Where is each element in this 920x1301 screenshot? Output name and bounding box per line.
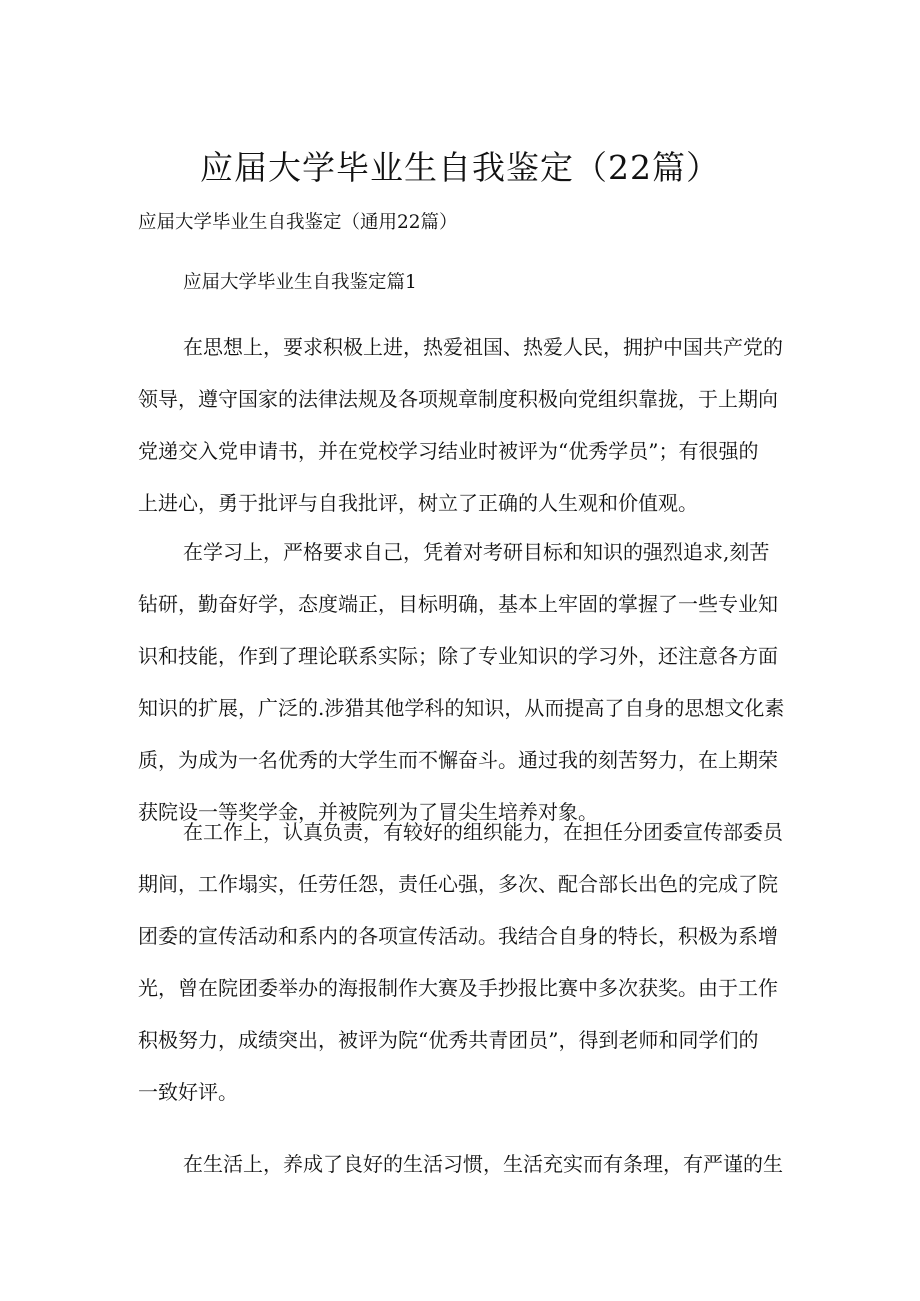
paragraph-line: 知识的扩展，广泛的.涉猎其他学科的知识，从而提高了自身的思想文化素 [138,696,785,720]
paragraph-line: 党递交入党申请书，并在党校学习结业时被评为“优秀学员”；有很强的 [138,439,759,463]
paragraph-life [138,1138,783,1190]
paragraph-line: 积极努力，成绩突出，被评为院“优秀共青团员”，得到老师和同学们的 [138,1028,759,1052]
paragraph-line: 在生活上，养成了良好的生活习惯，生活充实而有条理，有严谨的生 [183,1152,783,1176]
document-title: 应届大学毕业生自我鉴定（22篇） [200,148,720,187]
paragraph-line: 团委的宣传活动和系内的各项宣传活动。我结合自身的特长，积极为系增 [138,924,778,948]
paragraph-line: 获院设一等奖学金，并被院列为了冒尖生培养对象。 [138,800,598,824]
section-heading: 应届大学毕业生自我鉴定篇1 [183,272,417,293]
paragraph-line: 识和技能，作到了理论联系实际；除了专业知识的学习外，还注意各方面 [138,644,778,668]
paragraph-thought [138,321,783,529]
paragraph-line: 钻研，勤奋好学，态度端正，目标明确，基本上牢固的掌握了一些专业知 [138,592,778,616]
paragraph-line: 在思想上，要求积极上进，热爱祖国、热爱人民，拥护中国共产党的 [183,335,783,359]
paragraph-line: 光，曾在院团委举办的海报制作大赛及手抄报比赛中多次获奖。由于工作 [138,976,778,1000]
paragraph-line: 领导，遵守国家的法律法规及各项规章制度积极向党组织靠拢，于上期向 [138,387,778,411]
paragraph-line: 上进心，勇于批评与自我批评，树立了正确的人生观和价值观。 [138,491,698,515]
document-subtitle: 应届大学毕业生自我鉴定（通用22篇） [138,212,458,233]
paragraph-line: 在工作上，认真负责，有较好的组织能力，在担任分团委宣传部委员 [183,820,783,844]
paragraph-line: 期间，工作塌实，任劳任怨，责任心强，多次、配合部长出色的完成了院 [138,872,778,896]
paragraph-line: 在学习上，严格要求自己，凭着对考研目标和知识的强烈追求,刻苦 [183,540,770,564]
paragraph-line: 质，为成为一名优秀的大学生而不懈奋斗。通过我的刻苦努力，在上期荣 [138,748,778,772]
paragraph-work [138,806,783,1118]
paragraph-study [138,526,785,838]
paragraph-line: 一致好评。 [138,1080,238,1104]
